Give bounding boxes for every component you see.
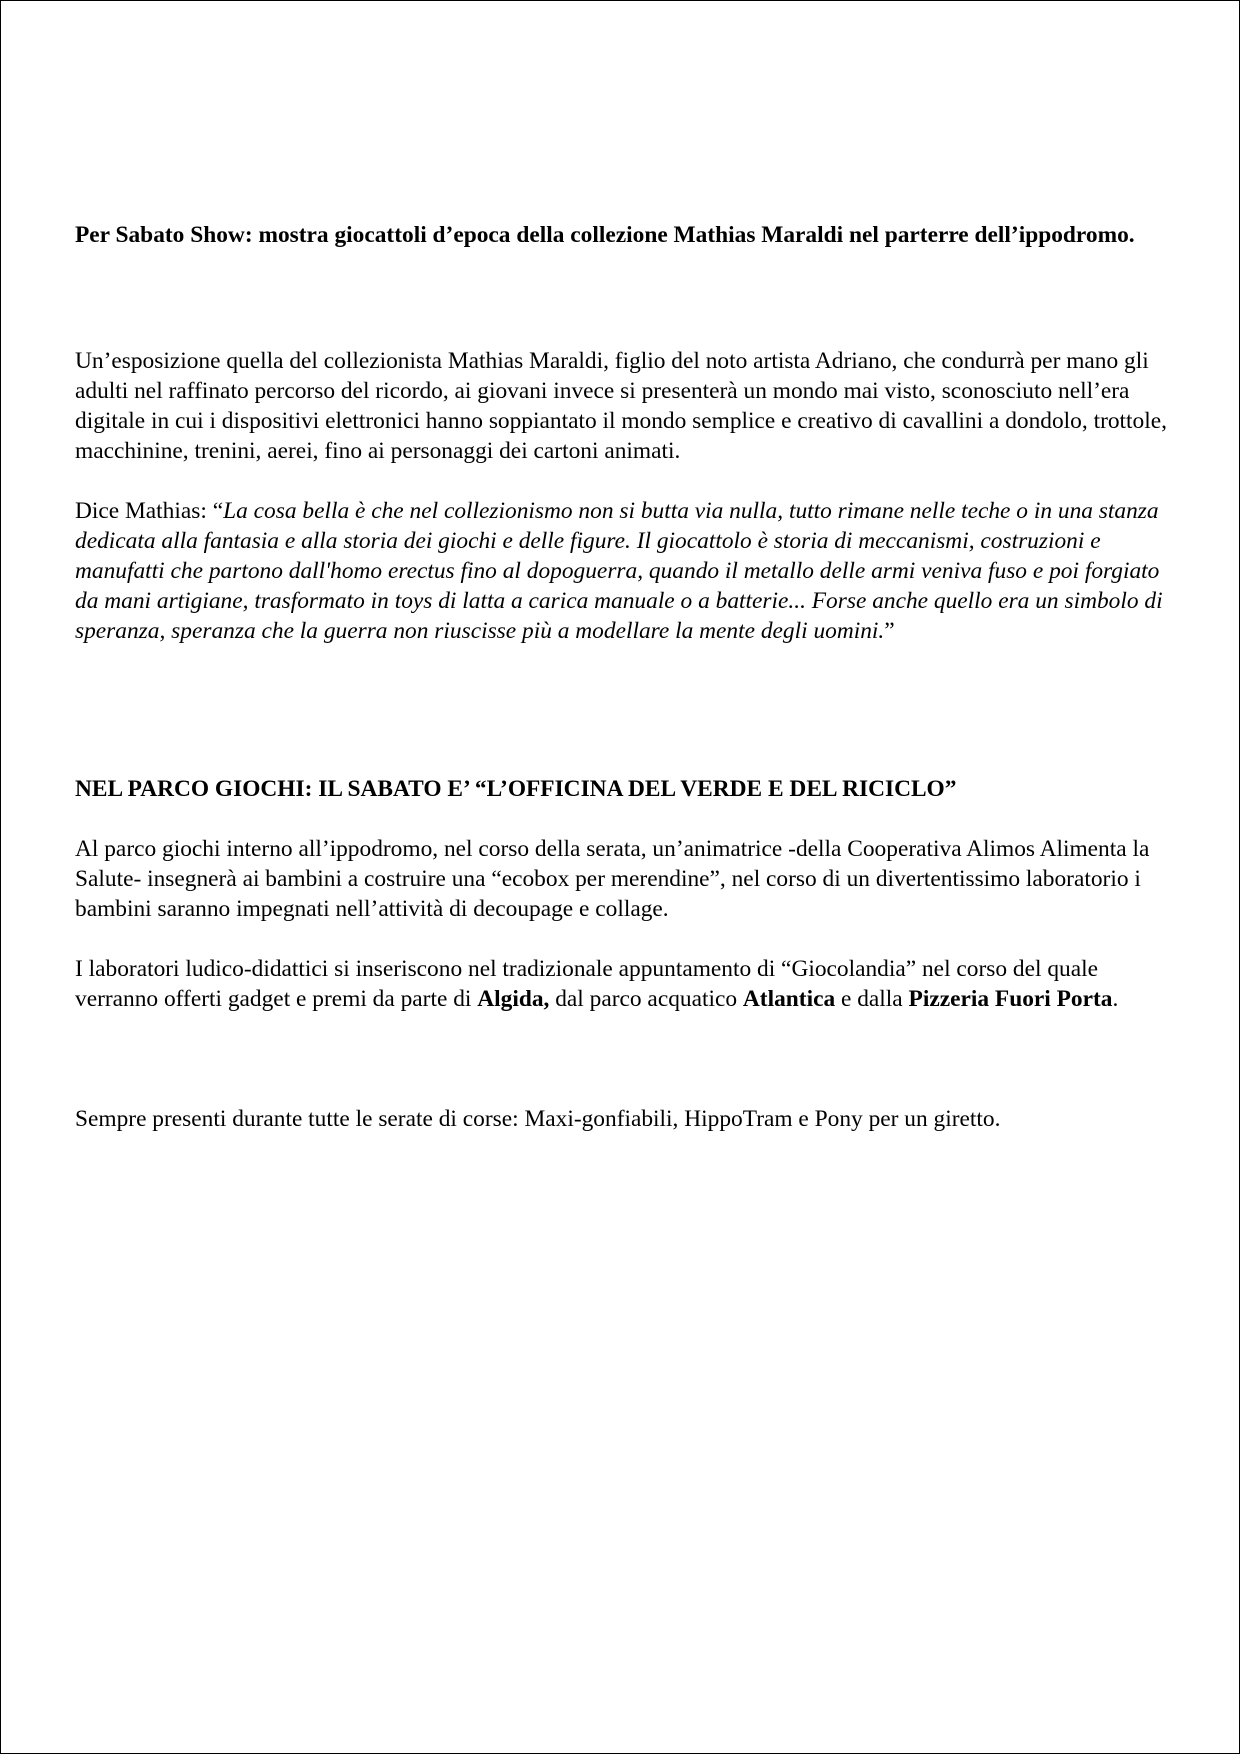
section-title-exhibition: Per Sabato Show: mostra giocattoli d’epoca della collezione Mathias Maraldi nel parterre dell’ippodromo. bbox=[75, 222, 1135, 248]
quote-prefix: Dice Mathias: “ bbox=[75, 498, 224, 524]
sponsor-atlantica: Atlantica bbox=[742, 986, 836, 1012]
paragraph-closing: Sempre presenti durante tutte le serate di corse: Maxi-gonfiabili, HippoTram e Pony per un giretto. bbox=[75, 1106, 1001, 1132]
gadget-text-3: e dalla bbox=[835, 986, 909, 1012]
quote-text: La cosa bella è che nel collezionismo non si butta via nulla, tutto rimane nelle teche o in una stanza dedicata alla fantasia e alla storia dei giochi e delle figure. Il giocattolo è storia di meccanismi, costruzioni e manufatti che partono dall'homo erectus fino al dopoguerra, quando il metallo delle armi veniva fuso e poi forgiato da mani artigiane, trasformato in toys di latta a carica manuale o a batterie... Forse anche quello era un simbolo di speranza, speranza che la guerra non riuscisse più a modellare la mente degli uomini. bbox=[75, 498, 1163, 644]
sponsor-algida: Algida, bbox=[477, 986, 550, 1012]
quote-suffix: ” bbox=[884, 618, 895, 644]
document-body bbox=[75, 220, 1175, 1134]
gadget-text-1: I laboratori ludico-didattici si inseriscono nel tradizionale appuntamento di “Giocolandia” nel corso del quale verranno offerti gadget e premi da parte di bbox=[75, 956, 1098, 1012]
paragraph-exhibition-intro: Un’esposizione quella del collezionista Mathias Maraldi, figlio del noto artista Adriano, che condurrà per mano gli adulti nel raffinato percorso del ricordo, ai giovani invece si presenterà un mondo mai visto, sconosciuto nell’era digitale in cui i dispositivi elettronici hanno soppiantato il mondo semplice e creativo di cavallini a dondolo, trottole, macchinine, trenini, aerei, fino ai personaggi dei cartoni animati. bbox=[75, 348, 1167, 464]
sponsor-pizzeria: Pizzeria Fuori Porta bbox=[908, 986, 1113, 1012]
section-title-playground: NEL PARCO GIOCHI: IL SABATO E’ “L’OFFICINA DEL VERDE E DEL RICICLO” bbox=[75, 776, 957, 802]
paragraph-giocolandia-gadgets bbox=[75, 954, 1175, 1014]
gadget-text-4: . bbox=[1112, 986, 1119, 1012]
gadget-text-2: dal parco acquatico bbox=[549, 986, 743, 1012]
paragraph-playground-lab: Al parco giochi interno all’ippodromo, nel corso della serata, un’animatrice -della Cooperativa Alimos Alimenta la Salute- insegnerà ai bambini a costruire una “ecobox per merendine”, nel corso di un divertentissimo laboratorio i bambini saranno impegnati nell’attività di decoupage e collage. bbox=[75, 836, 1150, 922]
paragraph-mathias-quote bbox=[75, 496, 1175, 646]
